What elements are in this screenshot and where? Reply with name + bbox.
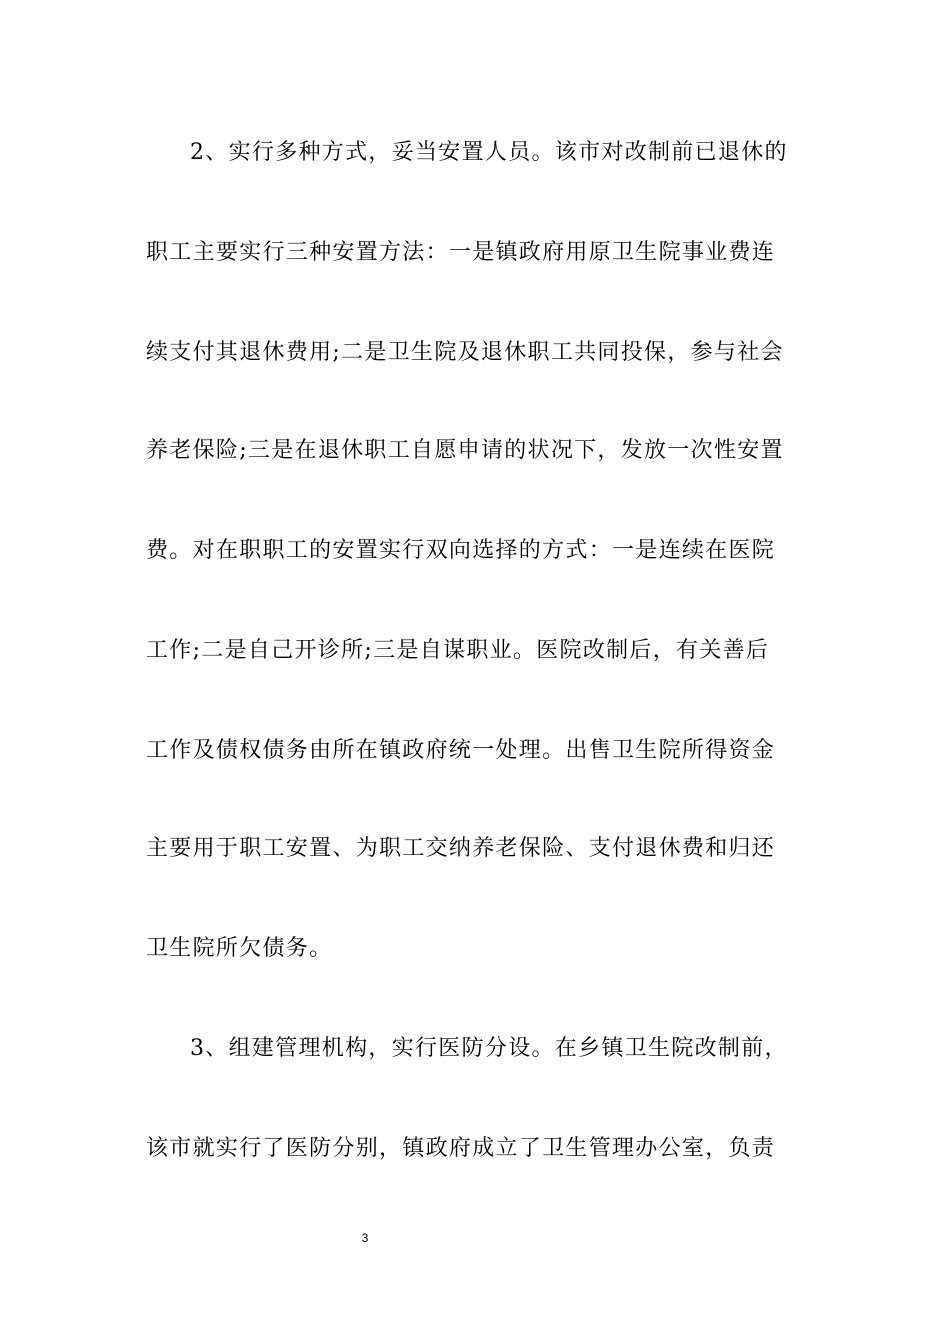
paragraph-2-line-3: 续支付其退休费用;二是卫生院及退休职工共同投保，参与社会 xyxy=(146,340,784,365)
paragraph-2-line-8: 主要用于职工安置、为职工交纳养老保险、支付退休费和归还 xyxy=(146,836,776,861)
paragraph-2-line-6: 工作;二是自己开诊所;三是自谋职业。医院改制后，有关善后 xyxy=(146,638,770,663)
paragraph-3-line-1: 3、组建管理机构，实行医防分设。在乡镇卫生院改制前， xyxy=(190,1036,788,1061)
paragraph-2-line-4: 养老保险;三是在退休职工自愿申请的状况下，发放一次性安置 xyxy=(146,438,784,463)
paragraph-2-line-5: 费。对在职职工的安置实行双向选择的方式：一是连续在医院 xyxy=(146,538,776,563)
paragraph-2-line-9: 卫生院所欠债务。 xyxy=(146,936,333,961)
paragraph-2-line-7: 工作及债权债务由所在镇政府统一处理。出售卫生院所得资金 xyxy=(146,738,776,763)
paragraph-2-line-2: 职工主要实行三种安置方法：一是镇政府用原卫生院事业费连 xyxy=(146,240,776,265)
paragraph-3-line-2: 该市就实行了医防分别，镇政府成立了卫生管理办公室，负责 xyxy=(146,1136,776,1161)
page-number: 3 xyxy=(361,1231,369,1245)
paragraph-2-line-1: 2、实行多种方式，妥当安置人员。该市对改制前已退休的 xyxy=(190,140,788,165)
